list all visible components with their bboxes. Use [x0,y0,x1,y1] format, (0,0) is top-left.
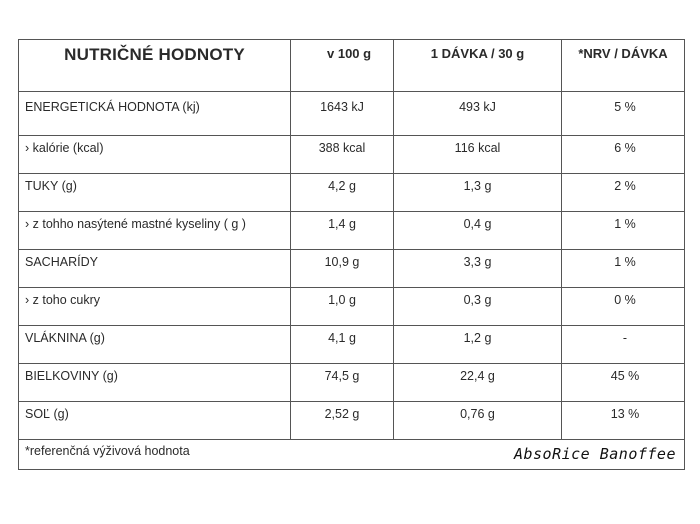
product-name: AbsoRice Banoffee [513,445,676,463]
table-row [19,364,685,402]
nutrition-table [18,39,685,470]
value-nrv: 6 % [562,136,685,174]
nutrient-name: SOĽ (g) [19,402,291,440]
table-row [19,212,685,250]
value-nrv: 5 % [562,92,685,136]
value-per-100g: 1,4 g [291,212,394,250]
value-per-portion: 1,2 g [394,326,562,364]
value-per-100g: 2,52 g [291,402,394,440]
value-nrv: 13 % [562,402,685,440]
value-per-portion: 3,3 g [394,250,562,288]
nutrient-name: SACHARÍDY [19,250,291,288]
value-nrv: 45 % [562,364,685,402]
value-nrv: - [562,326,685,364]
value-per-portion: 0,76 g [394,402,562,440]
table-row [19,288,685,326]
table-row [19,136,685,174]
table-row [19,402,685,440]
value-per-portion: 1,3 g [394,174,562,212]
nutrient-name: › kalórie (kcal) [19,136,291,174]
nutrient-name: › z tohho nasýtené mastné kyseliny ( g ) [19,212,291,250]
nutrient-name: BIELKOVINY (g) [19,364,291,402]
value-per-portion: 22,4 g [394,364,562,402]
nutrient-name: TUKY (g) [19,174,291,212]
value-per-portion: 0,4 g [394,212,562,250]
value-nrv: 0 % [562,288,685,326]
table-title: NUTRIČNÉ HODNOTY [19,40,291,92]
value-nrv: 2 % [562,174,685,212]
header-per-portion: 1 DÁVKA / 30 g [394,40,562,92]
table-row [19,174,685,212]
nutrient-name: VLÁKNINA (g) [19,326,291,364]
table-row [19,92,685,136]
table-row [19,326,685,364]
table-header-row [19,40,685,92]
value-per-100g: 1,0 g [291,288,394,326]
value-nrv: 1 % [562,212,685,250]
header-nrv: *NRV / DÁVKA [562,40,685,92]
value-per-100g: 74,5 g [291,364,394,402]
table-footer-row [19,440,685,470]
header-per-100g: v 100 g [291,40,394,92]
value-per-portion: 116 kcal [394,136,562,174]
nutrient-name: › z toho cukry [19,288,291,326]
table-row [19,250,685,288]
value-per-portion: 0,3 g [394,288,562,326]
value-per-100g: 4,2 g [291,174,394,212]
value-per-100g: 10,9 g [291,250,394,288]
footnote-cell [19,440,685,470]
value-per-portion: 493 kJ [394,92,562,136]
value-per-100g: 388 kcal [291,136,394,174]
nutrient-name: ENERGETICKÁ HODNOTA (kj) [19,92,291,136]
value-nrv: 1 % [562,250,685,288]
value-per-100g: 4,1 g [291,326,394,364]
value-per-100g: 1643 kJ [291,92,394,136]
footnote-text: *referenčná výživová hodnota [25,444,190,458]
